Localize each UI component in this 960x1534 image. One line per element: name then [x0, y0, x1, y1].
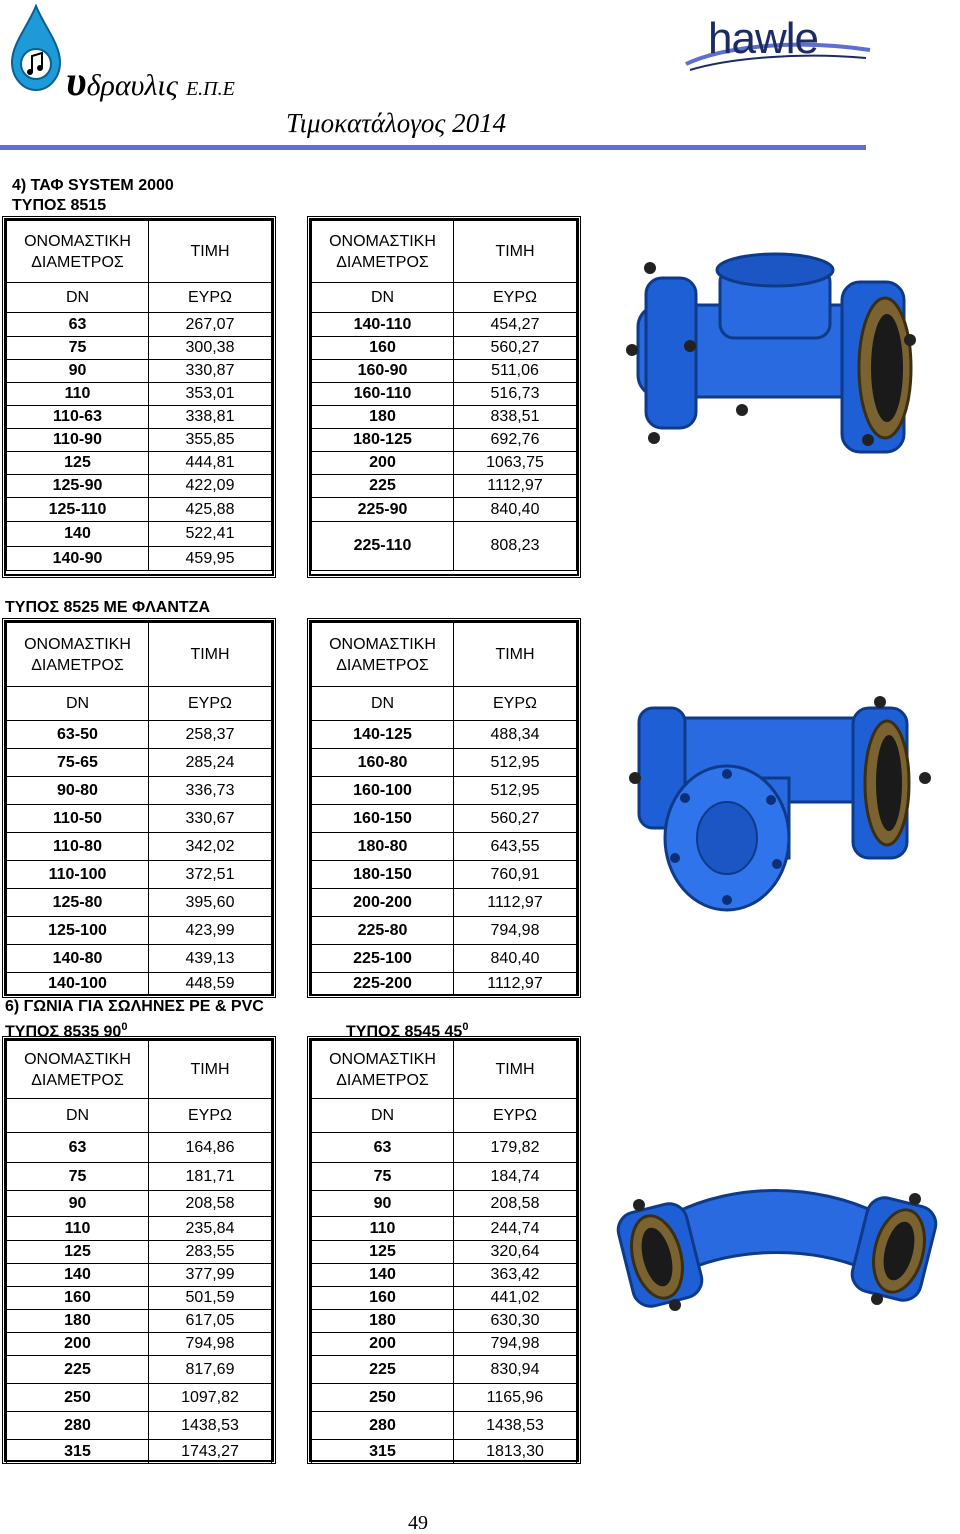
nominal-diameter: 200 — [7, 1333, 149, 1356]
nominal-diameter: 63 — [7, 313, 149, 337]
table-row — [312, 313, 577, 337]
table-row — [7, 1333, 272, 1356]
price-value: 300,38 — [149, 337, 272, 360]
price-value: 630,30 — [454, 1310, 577, 1333]
price-value: 338,81 — [149, 406, 272, 429]
table-row — [7, 360, 272, 383]
price-value: 342,02 — [149, 833, 272, 861]
nominal-diameter: 75 — [312, 1163, 454, 1191]
price-value: 692,76 — [454, 429, 577, 452]
nominal-diameter: 315 — [7, 1440, 149, 1464]
section-type: ΤΥΠΟΣ 8515 — [12, 197, 107, 214]
price-table-8515-right — [311, 220, 577, 571]
tee-fitting-image — [610, 250, 930, 465]
column-header-diameter: ΟΝΟΜΑΣΤΙΚΗ ΔΙΑΜΕΤΡΟΣ — [7, 221, 149, 283]
nominal-diameter: 125-90 — [7, 475, 149, 498]
nominal-diameter: 225-110 — [312, 522, 454, 571]
nominal-diameter: 110 — [312, 1217, 454, 1241]
price-value: 808,23 — [454, 522, 577, 571]
table-row — [7, 1163, 272, 1191]
table-header-row — [312, 221, 577, 283]
nominal-diameter: 110 — [7, 383, 149, 406]
flanged-tee-fitting-image — [625, 688, 935, 918]
price-value: 184,74 — [454, 1163, 577, 1191]
price-value: 1112,97 — [454, 475, 577, 498]
price-value: 1165,96 — [454, 1384, 577, 1412]
price-value: 441,02 — [454, 1287, 577, 1310]
table-row — [7, 1191, 272, 1217]
price-value: 516,73 — [454, 383, 577, 406]
price-value: 1743,27 — [149, 1440, 272, 1464]
nominal-diameter: 160-110 — [312, 383, 454, 406]
hawle-logo: hawle — [708, 14, 818, 63]
unit-price: ΕΥΡΩ — [454, 283, 577, 313]
nominal-diameter: 63 — [7, 1133, 149, 1163]
nominal-diameter: 180 — [7, 1310, 149, 1333]
table-row — [312, 337, 577, 360]
table-row — [312, 1133, 577, 1163]
table-row — [7, 498, 272, 522]
brand-rest: δραυλις — [86, 69, 178, 102]
nominal-diameter: 75 — [7, 337, 149, 360]
table-row — [7, 917, 272, 945]
table-row — [312, 1191, 577, 1217]
nominal-diameter: 225 — [312, 475, 454, 498]
price-value: 244,74 — [454, 1217, 577, 1241]
nominal-diameter: 140-110 — [312, 313, 454, 337]
price-value: 448,59 — [149, 973, 272, 995]
price-table-8525-left — [6, 622, 272, 995]
price-value: 511,06 — [454, 360, 577, 383]
unit-price: ΕΥΡΩ — [454, 1099, 577, 1133]
table-row — [312, 452, 577, 475]
table-row — [312, 475, 577, 498]
price-value: 501,59 — [149, 1287, 272, 1310]
nominal-diameter: 200 — [312, 452, 454, 475]
table-row — [7, 721, 272, 749]
price-value: 330,87 — [149, 360, 272, 383]
price-value: 353,01 — [149, 383, 272, 406]
section-type: ΤΥΠΟΣ 8525 ΜΕ ΦΛΑΝΤΖΑ — [5, 599, 210, 616]
table-row — [312, 945, 577, 973]
table-row — [7, 777, 272, 805]
table-row — [7, 1241, 272, 1264]
price-value: 372,51 — [149, 861, 272, 889]
table-row — [7, 805, 272, 833]
table-header-row — [312, 1041, 577, 1099]
unit-dn: DN — [7, 1099, 149, 1133]
price-value: 1438,53 — [149, 1412, 272, 1440]
price-value: 377,99 — [149, 1264, 272, 1287]
price-table-8535 — [6, 1040, 272, 1464]
nominal-diameter: 125 — [312, 1241, 454, 1264]
nominal-diameter: 75-65 — [7, 749, 149, 777]
table-row — [312, 749, 577, 777]
price-value: 1063,75 — [454, 452, 577, 475]
unit-dn: DN — [7, 283, 149, 313]
nominal-diameter: 225 — [312, 1356, 454, 1384]
table-row — [7, 1356, 272, 1384]
column-header-price: ΤΙΜΗ — [149, 221, 272, 283]
price-value: 258,37 — [149, 721, 272, 749]
nominal-diameter: 200 — [312, 1333, 454, 1356]
table-row — [7, 406, 272, 429]
catalog-title: Τιμοκατάλογος 2014 — [286, 108, 507, 138]
nominal-diameter: 160 — [312, 1287, 454, 1310]
nominal-diameter: 180 — [312, 1310, 454, 1333]
price-value: 208,58 — [454, 1191, 577, 1217]
nominal-diameter: 90 — [7, 1191, 149, 1217]
table-row — [312, 1412, 577, 1440]
price-value: 459,95 — [149, 547, 272, 571]
section-title: 4) ΤΑΦ SYSTEM 2000 — [12, 177, 174, 194]
price-value: 488,34 — [454, 721, 577, 749]
table-row — [7, 383, 272, 406]
price-value: 840,40 — [454, 945, 577, 973]
table-row — [312, 1440, 577, 1464]
column-header-price: ΤΙΜΗ — [454, 623, 577, 687]
unit-price: ΕΥΡΩ — [454, 687, 577, 721]
price-table-8515-left — [6, 220, 272, 571]
table-row — [312, 522, 577, 571]
price-value: 235,84 — [149, 1217, 272, 1241]
nominal-diameter: 125-110 — [7, 498, 149, 522]
nominal-diameter: 280 — [7, 1412, 149, 1440]
table-unit-row — [312, 687, 577, 721]
nominal-diameter: 63 — [312, 1133, 454, 1163]
price-value: 422,09 — [149, 475, 272, 498]
price-value: 840,40 — [454, 498, 577, 522]
header-rule — [0, 145, 866, 150]
column-header-price: ΤΙΜΗ — [149, 623, 272, 687]
nominal-diameter: 180-125 — [312, 429, 454, 452]
price-value: 560,27 — [454, 805, 577, 833]
nominal-diameter: 140-90 — [7, 547, 149, 571]
table-row — [312, 861, 577, 889]
unit-dn: DN — [7, 687, 149, 721]
table-row — [7, 1264, 272, 1287]
page-number: 49 — [408, 1512, 428, 1534]
table-row — [7, 475, 272, 498]
table-row — [7, 522, 272, 547]
table-row — [7, 1217, 272, 1241]
table-row — [312, 429, 577, 452]
column-header-price: ΤΙΜΗ — [454, 1041, 577, 1099]
nominal-diameter: 225-80 — [312, 917, 454, 945]
price-table-8525-right — [311, 622, 577, 995]
price-value: 617,05 — [149, 1310, 272, 1333]
nominal-diameter: 140-125 — [312, 721, 454, 749]
nominal-diameter: 315 — [312, 1440, 454, 1464]
price-value: 760,91 — [454, 861, 577, 889]
column-header-price: ΤΙΜΗ — [454, 221, 577, 283]
nominal-diameter: 110-50 — [7, 805, 149, 833]
price-value: 363,42 — [454, 1264, 577, 1287]
price-value: 522,41 — [149, 522, 272, 547]
table-row — [312, 1241, 577, 1264]
price-value: 355,85 — [149, 429, 272, 452]
price-value: 330,67 — [149, 805, 272, 833]
nominal-diameter: 250 — [7, 1384, 149, 1412]
table-unit-row — [312, 283, 577, 313]
nominal-diameter: 140-80 — [7, 945, 149, 973]
table-row — [312, 721, 577, 749]
table-row — [7, 889, 272, 917]
price-value: 395,60 — [149, 889, 272, 917]
price-value: 283,55 — [149, 1241, 272, 1264]
table-row — [312, 1333, 577, 1356]
price-value: 439,13 — [149, 945, 272, 973]
table-unit-row — [312, 1099, 577, 1133]
price-value: 425,88 — [149, 498, 272, 522]
table-row — [312, 406, 577, 429]
price-value: 1438,53 — [454, 1412, 577, 1440]
price-value: 336,73 — [149, 777, 272, 805]
nominal-diameter: 250 — [312, 1384, 454, 1412]
table-row — [312, 498, 577, 522]
brand-initial: υ — [66, 59, 87, 105]
nominal-diameter: 63-50 — [7, 721, 149, 749]
nominal-diameter: 110-80 — [7, 833, 149, 861]
nominal-diameter: 125 — [7, 1241, 149, 1264]
degree-mark: 0 — [462, 1021, 469, 1033]
nominal-diameter: 225 — [7, 1356, 149, 1384]
nominal-diameter: 90 — [7, 360, 149, 383]
price-value: 794,98 — [149, 1333, 272, 1356]
table-row — [7, 337, 272, 360]
table-row — [312, 1384, 577, 1412]
price-value: 643,55 — [454, 833, 577, 861]
table-row — [7, 1412, 272, 1440]
table-header-row — [7, 623, 272, 687]
nominal-diameter: 200-200 — [312, 889, 454, 917]
column-header-price: ΤΙΜΗ — [149, 1041, 272, 1099]
table-row — [312, 777, 577, 805]
table-row — [7, 945, 272, 973]
table-row — [312, 360, 577, 383]
table-row — [7, 429, 272, 452]
table-unit-row — [7, 1099, 272, 1133]
elbow-fitting-image — [615, 1165, 940, 1315]
nominal-diameter: 160-80 — [312, 749, 454, 777]
nominal-diameter: 140-100 — [7, 973, 149, 995]
column-header-diameter: ΟΝΟΜΑΣΤΙΚΗ ΔΙΑΜΕΤΡΟΣ — [312, 221, 454, 283]
price-value: 179,82 — [454, 1133, 577, 1163]
unit-price: ΕΥΡΩ — [149, 1099, 272, 1133]
column-header-diameter: ΟΝΟΜΑΣΤΙΚΗ ΔΙΑΜΕΤΡΟΣ — [7, 623, 149, 687]
table-row — [7, 452, 272, 475]
table-row — [312, 833, 577, 861]
price-value: 817,69 — [149, 1356, 272, 1384]
unit-price: ΕΥΡΩ — [149, 283, 272, 313]
price-value: 444,81 — [149, 452, 272, 475]
price-value: 423,99 — [149, 917, 272, 945]
nominal-diameter: 180-80 — [312, 833, 454, 861]
table-row — [312, 1163, 577, 1191]
table-header-row — [7, 221, 272, 283]
nominal-diameter: 110-90 — [7, 429, 149, 452]
unit-price: ΕΥΡΩ — [149, 687, 272, 721]
table-row — [312, 889, 577, 917]
table-row — [7, 1133, 272, 1163]
unit-dn: DN — [312, 687, 454, 721]
price-value: 1813,30 — [454, 1440, 577, 1464]
price-value: 830,94 — [454, 1356, 577, 1384]
nominal-diameter: 160-150 — [312, 805, 454, 833]
table-row — [312, 973, 577, 995]
table-row — [7, 547, 272, 571]
table-row — [7, 1310, 272, 1333]
brand-suffix: Ε.Π.Ε — [185, 78, 235, 100]
price-value: 208,58 — [149, 1191, 272, 1217]
nominal-diameter: 140 — [7, 522, 149, 547]
table-row — [312, 1264, 577, 1287]
table-row — [312, 805, 577, 833]
nominal-diameter: 110-63 — [7, 406, 149, 429]
nominal-diameter: 90 — [312, 1191, 454, 1217]
nominal-diameter: 90-80 — [7, 777, 149, 805]
price-value: 454,27 — [454, 313, 577, 337]
table-row — [312, 1217, 577, 1241]
table-row — [7, 1287, 272, 1310]
price-value: 164,86 — [149, 1133, 272, 1163]
price-value: 181,71 — [149, 1163, 272, 1191]
unit-dn: DN — [312, 283, 454, 313]
section-title: 6) ΓΩΝΙΑ ΓΙΑ ΣΩΛΗΝΕΣ PE & PVC — [5, 998, 264, 1015]
nominal-diameter: 160 — [312, 337, 454, 360]
table-unit-row — [7, 687, 272, 721]
nominal-diameter: 110 — [7, 1217, 149, 1241]
nominal-diameter: 225-100 — [312, 945, 454, 973]
price-table-8545 — [311, 1040, 577, 1464]
column-header-diameter: ΟΝΟΜΑΣΤΙΚΗ ΔΙΑΜΕΤΡΟΣ — [312, 623, 454, 687]
type-label: ΤΥΠΟΣ 8535 90 — [5, 1023, 122, 1041]
nominal-diameter: 125-80 — [7, 889, 149, 917]
price-value: 267,07 — [149, 313, 272, 337]
nominal-diameter: 280 — [312, 1412, 454, 1440]
price-value: 320,64 — [454, 1241, 577, 1264]
price-value: 794,98 — [454, 1333, 577, 1356]
nominal-diameter: 180-150 — [312, 861, 454, 889]
nominal-diameter: 75 — [7, 1163, 149, 1191]
type-label: ΤΥΠΟΣ 8545 45 — [346, 1023, 463, 1041]
table-row — [312, 917, 577, 945]
table-row — [312, 1287, 577, 1310]
table-row — [312, 1356, 577, 1384]
unit-dn: DN — [312, 1099, 454, 1133]
degree-mark: 0 — [121, 1021, 128, 1033]
price-value: 512,95 — [454, 777, 577, 805]
price-value: 512,95 — [454, 749, 577, 777]
table-row — [7, 861, 272, 889]
price-value: 285,24 — [149, 749, 272, 777]
nominal-diameter: 125 — [7, 452, 149, 475]
nominal-diameter: 160-90 — [312, 360, 454, 383]
table-unit-row — [7, 283, 272, 313]
price-value: 794,98 — [454, 917, 577, 945]
table-header-row — [7, 1041, 272, 1099]
nominal-diameter: 140 — [7, 1264, 149, 1287]
table-row — [7, 749, 272, 777]
company-name — [66, 58, 235, 106]
table-row — [312, 383, 577, 406]
table-row — [7, 973, 272, 995]
price-value: 1097,82 — [149, 1384, 272, 1412]
nominal-diameter: 160-100 — [312, 777, 454, 805]
nominal-diameter: 225-90 — [312, 498, 454, 522]
table-row — [7, 1384, 272, 1412]
table-row — [7, 313, 272, 337]
price-value: 1112,97 — [454, 973, 577, 995]
table-header-row — [312, 623, 577, 687]
column-header-diameter: ΟΝΟΜΑΣΤΙΚΗ ΔΙΑΜΕΤΡΟΣ — [312, 1041, 454, 1099]
column-header-diameter: ΟΝΟΜΑΣΤΙΚΗ ΔΙΑΜΕΤΡΟΣ — [7, 1041, 149, 1099]
table-row — [312, 1310, 577, 1333]
price-value: 1112,97 — [454, 889, 577, 917]
nominal-diameter: 140 — [312, 1264, 454, 1287]
nominal-diameter: 110-100 — [7, 861, 149, 889]
price-value: 560,27 — [454, 337, 577, 360]
nominal-diameter: 180 — [312, 406, 454, 429]
nominal-diameter: 160 — [7, 1287, 149, 1310]
price-value: 838,51 — [454, 406, 577, 429]
table-row — [7, 1440, 272, 1464]
table-row — [7, 833, 272, 861]
nominal-diameter: 125-100 — [7, 917, 149, 945]
nominal-diameter: 225-200 — [312, 973, 454, 995]
water-drop-logo-icon — [6, 4, 66, 92]
